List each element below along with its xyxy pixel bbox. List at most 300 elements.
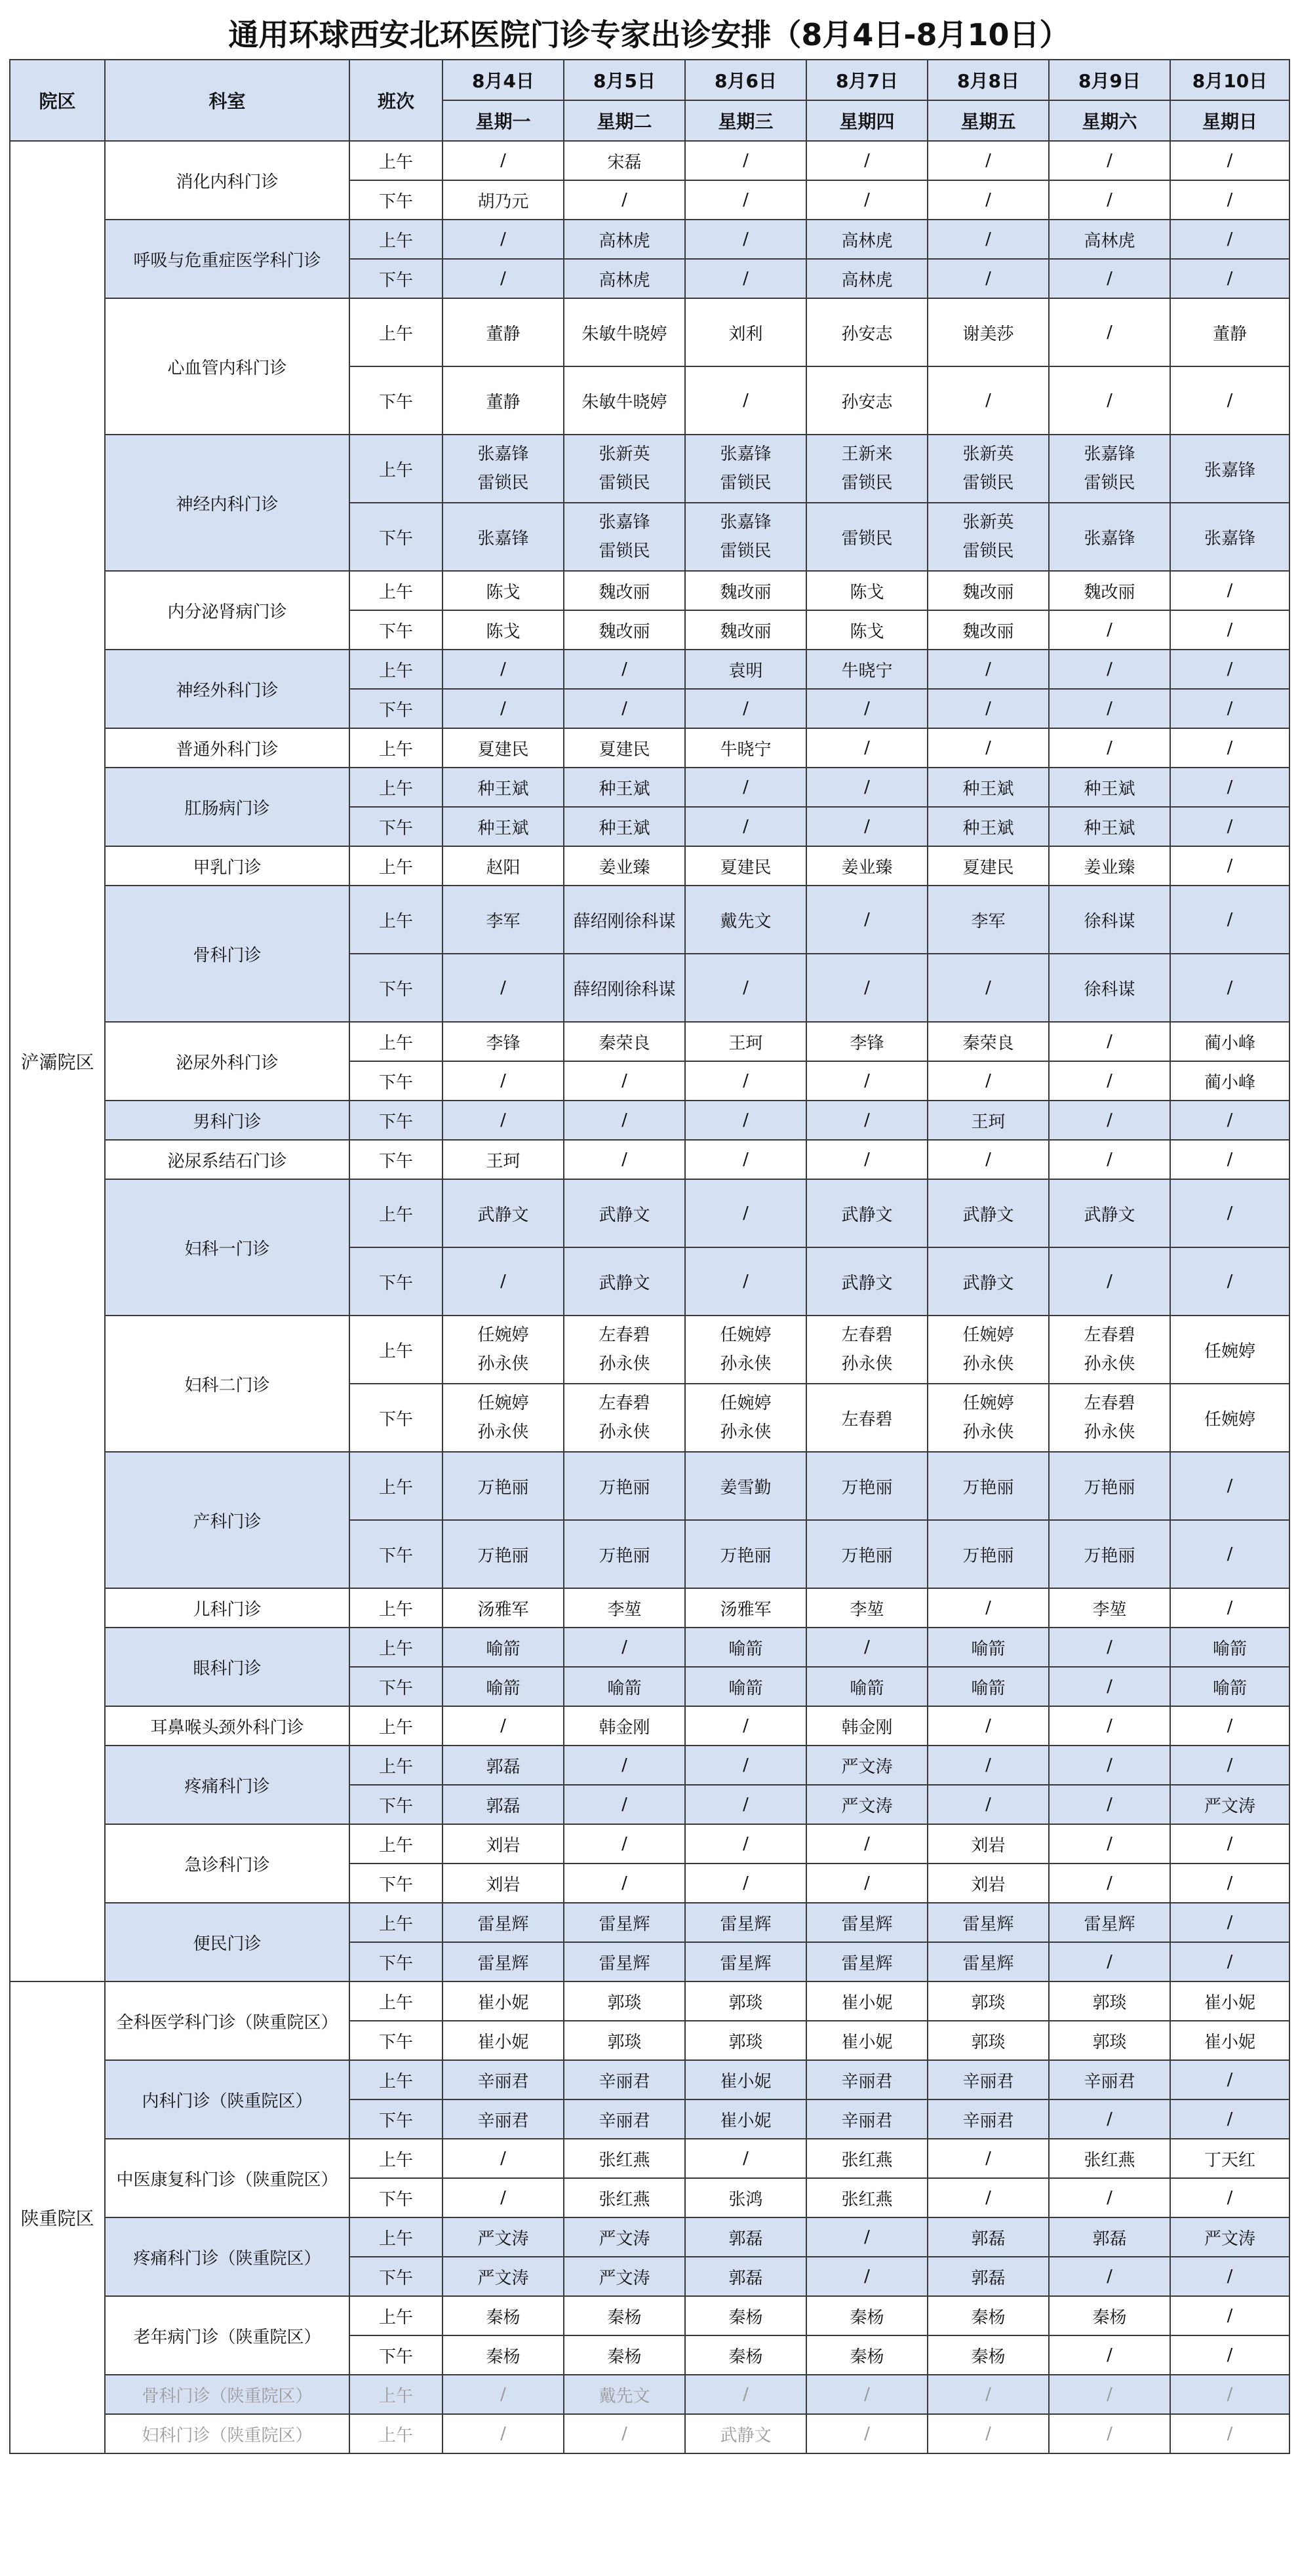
doctor-cell: 蔺小峰 (1170, 1022, 1289, 1061)
doctor-cell: 张新英 雷锁民 (928, 503, 1049, 571)
doctor-cell: 任婉婷 孙永侠 (928, 1384, 1049, 1452)
table-row (10, 2375, 1289, 2414)
table-row (10, 886, 1289, 954)
doctor-cell: / (806, 180, 928, 220)
doctor-cell: 雷星辉 (928, 1942, 1049, 1981)
doctor-cell: / (1049, 2257, 1170, 2296)
shift-cell: 下午 (349, 1061, 442, 1101)
doctor-cell: 郭琰 (564, 2021, 685, 2060)
department-cell: 全科医学科门诊（陕重院区） (105, 1981, 349, 2060)
doctor-cell: 魏改丽 (928, 610, 1049, 650)
doctor-cell: / (1049, 1022, 1170, 1061)
table-header (10, 60, 1289, 141)
doctor-cell: 严文涛 (442, 2257, 564, 2296)
doctor-cell: / (1049, 2099, 1170, 2139)
doctor-cell: / (928, 259, 1049, 298)
doctor-cell: 张嘉锋 雷锁民 (685, 435, 806, 503)
doctor-cell: / (806, 2414, 928, 2453)
doctor-cell: / (685, 1746, 806, 1785)
doctor-cell: 赵阳 (442, 846, 564, 886)
department-cell: 妇科门诊（陕重院区） (105, 2414, 349, 2453)
doctor-cell: 蔺小峰 (1170, 1061, 1289, 1101)
shift-cell: 上午 (349, 1746, 442, 1785)
doctor-cell: 喻箭 (928, 1667, 1049, 1706)
shift-cell: 上午 (349, 2296, 442, 2335)
shift-cell: 上午 (349, 1903, 442, 1942)
doctor-cell: 郭琰 (1049, 2021, 1170, 2060)
doctor-cell: 武静文 (564, 1179, 685, 1247)
doctor-cell: / (1170, 886, 1289, 954)
doctor-cell: 万艳丽 (1049, 1520, 1170, 1588)
doctor-cell: / (1170, 1179, 1289, 1247)
doctor-cell: 崔小妮 (1170, 2021, 1289, 2060)
department-cell: 中医康复科门诊（陕重院区） (105, 2139, 349, 2217)
doctor-cell: / (685, 1179, 806, 1247)
doctor-cell: 万艳丽 (928, 1520, 1049, 1588)
doctor-cell: / (685, 366, 806, 435)
doctor-cell: 雷星辉 (1049, 1903, 1170, 1942)
doctor-cell: 万艳丽 (806, 1520, 928, 1588)
doctor-cell: 种王斌 (1049, 807, 1170, 846)
table-row (10, 2414, 1289, 2453)
doctor-cell: / (442, 689, 564, 728)
doctor-cell: / (928, 1785, 1049, 1824)
doctor-cell: 薛绍刚徐科谋 (564, 886, 685, 954)
doctor-cell: / (564, 1628, 685, 1667)
zone-header: 院区 (10, 60, 105, 141)
doctor-cell: 张新英 雷锁民 (928, 435, 1049, 503)
doctor-cell: / (685, 141, 806, 180)
doctor-cell: 郭磊 (928, 2257, 1049, 2296)
doctor-cell: / (806, 768, 928, 807)
shift-cell: 上午 (349, 1022, 442, 1061)
doctor-cell: 李锋 (442, 1022, 564, 1061)
doctor-cell: / (1170, 2335, 1289, 2375)
doctor-cell: / (928, 1746, 1049, 1785)
shift-cell: 上午 (349, 728, 442, 768)
doctor-cell: / (685, 1247, 806, 1316)
doctor-cell: 张红燕 (564, 2178, 685, 2217)
department-cell: 便民门诊 (105, 1903, 349, 1981)
weekday-header: 星期一 (442, 100, 564, 141)
doctor-cell: 张嘉锋 (442, 503, 564, 571)
doctor-cell: 左春碧 孙永侠 (564, 1316, 685, 1384)
doctor-cell: / (1049, 366, 1170, 435)
doctor-cell: / (1049, 2414, 1170, 2453)
shift-cell: 上午 (349, 571, 442, 610)
doctor-cell: / (1049, 610, 1170, 650)
doctor-cell: 任婉婷 孙永侠 (442, 1384, 564, 1452)
doctor-cell: 辛丽君 (442, 2060, 564, 2099)
doctor-cell: 王珂 (928, 1101, 1049, 1140)
doctor-cell: / (685, 689, 806, 728)
table-row (10, 1140, 1289, 1179)
shift-cell: 下午 (349, 2021, 442, 2060)
date-header: 8月6日 (685, 60, 806, 100)
doctor-cell: 严文涛 (1170, 1785, 1289, 1824)
doctor-cell: 武静文 (928, 1179, 1049, 1247)
doctor-cell: 任婉婷 孙永侠 (685, 1316, 806, 1384)
weekday-header: 星期六 (1049, 100, 1170, 141)
table-row (10, 1628, 1289, 1667)
date-header: 8月5日 (564, 60, 685, 100)
doctor-cell: 高林虎 (806, 220, 928, 259)
shift-cell: 上午 (349, 1179, 442, 1247)
doctor-cell: / (1170, 180, 1289, 220)
doctor-cell: 张嘉锋 (1049, 503, 1170, 571)
doctor-cell: 辛丽君 (928, 2099, 1049, 2139)
doctor-cell: / (928, 1706, 1049, 1746)
doctor-cell: / (442, 1706, 564, 1746)
department-cell: 产科门诊 (105, 1452, 349, 1588)
doctor-cell: / (928, 2139, 1049, 2178)
doctor-cell: / (1049, 259, 1170, 298)
doctor-cell: 辛丽君 (928, 2060, 1049, 2099)
doctor-cell: / (1049, 298, 1170, 366)
doctor-cell: / (928, 141, 1049, 180)
doctor-cell: 任婉婷 孙永侠 (442, 1316, 564, 1384)
shift-cell: 上午 (349, 435, 442, 503)
doctor-cell: 秦杨 (928, 2335, 1049, 2375)
department-cell: 内科门诊（陕重院区） (105, 2060, 349, 2139)
doctor-cell: 万艳丽 (685, 1520, 806, 1588)
table-row (10, 220, 1289, 259)
doctor-cell: 雷星辉 (564, 1942, 685, 1981)
doctor-cell: 秦杨 (806, 2335, 928, 2375)
doctor-cell: 左春碧 孙永侠 (1049, 1316, 1170, 1384)
doctor-cell: / (564, 650, 685, 689)
doctor-cell: / (685, 2139, 806, 2178)
doctor-cell: / (1170, 2099, 1289, 2139)
doctor-cell: 万艳丽 (442, 1520, 564, 1588)
table-row (10, 2296, 1289, 2335)
table-row (10, 571, 1289, 610)
doctor-cell: 陈戈 (442, 571, 564, 610)
shift-cell: 下午 (349, 259, 442, 298)
department-cell: 心血管内科门诊 (105, 298, 349, 435)
doctor-cell: 严文涛 (806, 1785, 928, 1824)
doctor-cell: 秦杨 (564, 2296, 685, 2335)
doctor-cell: / (564, 1101, 685, 1140)
shift-cell: 下午 (349, 180, 442, 220)
doctor-cell: / (1170, 807, 1289, 846)
doctor-cell: / (1170, 2375, 1289, 2414)
doctor-cell: 高林虎 (1049, 220, 1170, 259)
doctor-cell: 张嘉锋 雷锁民 (1049, 435, 1170, 503)
department-cell: 呼吸与危重症医学科门诊 (105, 220, 349, 298)
shift-cell: 上午 (349, 846, 442, 886)
date-header: 8月10日 (1170, 60, 1289, 100)
doctor-cell: / (442, 259, 564, 298)
doctor-cell: 崔小妮 (1170, 1981, 1289, 2021)
doctor-cell: / (1170, 1706, 1289, 1746)
doctor-cell: 雷星辉 (442, 1942, 564, 1981)
doctor-cell: 姜业臻 (1049, 846, 1170, 886)
shift-cell: 上午 (349, 1706, 442, 1746)
doctor-cell: / (1049, 1101, 1170, 1140)
doctor-cell: / (1170, 1520, 1289, 1588)
doctor-cell: / (928, 1588, 1049, 1628)
shift-cell: 上午 (349, 768, 442, 807)
doctor-cell: 喻箭 (564, 1667, 685, 1706)
page-title: 通用环球西安北环医院门诊专家出诊安排（8月4日-8月10日） (228, 17, 1070, 52)
doctor-cell: 张嘉锋 雷锁民 (564, 503, 685, 571)
doctor-cell: / (1170, 2414, 1289, 2453)
doctor-cell: / (928, 220, 1049, 259)
doctor-cell: 武静文 (928, 1247, 1049, 1316)
department-cell: 神经外科门诊 (105, 650, 349, 728)
doctor-cell: / (1049, 2178, 1170, 2217)
shift-cell: 上午 (349, 2060, 442, 2099)
doctor-cell: / (685, 1061, 806, 1101)
doctor-cell: 王新来 雷锁民 (806, 435, 928, 503)
doctor-cell: 张新英 雷锁民 (564, 435, 685, 503)
doctor-cell: 种王斌 (442, 807, 564, 846)
doctor-cell: 秦杨 (928, 2296, 1049, 2335)
doctor-cell: 郭琰 (928, 2021, 1049, 2060)
doctor-cell: / (928, 1061, 1049, 1101)
date-header: 8月9日 (1049, 60, 1170, 100)
doctor-cell: / (685, 1785, 806, 1824)
doctor-cell: / (1049, 1706, 1170, 1746)
shift-header: 班次 (349, 60, 442, 141)
doctor-cell: 郭琰 (928, 1981, 1049, 2021)
schedule-table (9, 59, 1290, 2454)
doctor-cell: 孙安志 (806, 298, 928, 366)
shift-cell: 下午 (349, 954, 442, 1022)
doctor-cell: / (806, 1061, 928, 1101)
shift-cell: 下午 (349, 1785, 442, 1824)
doctor-cell: / (1049, 728, 1170, 768)
shift-cell: 上午 (349, 1316, 442, 1384)
doctor-cell: 武静文 (564, 1247, 685, 1316)
doctor-cell: 姜业臻 (564, 846, 685, 886)
doctor-cell: 郭琰 (1049, 1981, 1170, 2021)
doctor-cell: / (1170, 1247, 1289, 1316)
doctor-cell: 姜雪勤 (685, 1452, 806, 1520)
doctor-cell: / (1049, 1061, 1170, 1101)
doctor-cell: / (564, 1864, 685, 1903)
table-row (10, 650, 1289, 689)
doctor-cell: 辛丽君 (1049, 2060, 1170, 2099)
doctor-cell: / (806, 2375, 928, 2414)
doctor-cell: 郭琰 (564, 1981, 685, 2021)
doctor-cell: 魏改丽 (685, 610, 806, 650)
doctor-cell: 牛晓宁 (806, 650, 928, 689)
doctor-cell: 韩金刚 (806, 1706, 928, 1746)
doctor-cell: / (928, 728, 1049, 768)
doctor-cell: 雷星辉 (806, 1942, 928, 1981)
doctor-cell: / (564, 1140, 685, 1179)
table-row (10, 728, 1289, 768)
shift-cell: 上午 (349, 2217, 442, 2257)
doctor-cell: 夏建民 (442, 728, 564, 768)
department-cell: 耳鼻喉头颈外科门诊 (105, 1706, 349, 1746)
doctor-cell: 崔小妮 (685, 2099, 806, 2139)
doctor-cell: 董静 (442, 298, 564, 366)
doctor-cell: 喻箭 (1170, 1628, 1289, 1667)
doctor-cell: 严文涛 (564, 2257, 685, 2296)
doctor-cell: / (442, 141, 564, 180)
doctor-cell: 郭磊 (442, 1746, 564, 1785)
doctor-cell: 汤雅军 (442, 1588, 564, 1628)
doctor-cell: / (1049, 180, 1170, 220)
doctor-cell: 张红燕 (564, 2139, 685, 2178)
doctor-cell: / (1170, 1588, 1289, 1628)
weekday-header: 星期四 (806, 100, 928, 141)
doctor-cell: 任婉婷 (1170, 1316, 1289, 1384)
doctor-cell: 董静 (1170, 298, 1289, 366)
doctor-cell: / (685, 1101, 806, 1140)
table-row (10, 768, 1289, 807)
doctor-cell: 徐科谋 (1049, 954, 1170, 1022)
doctor-cell: / (564, 1061, 685, 1101)
doctor-cell: 韩金刚 (564, 1706, 685, 1746)
doctor-cell: 武静文 (806, 1179, 928, 1247)
doctor-cell: 辛丽君 (442, 2099, 564, 2139)
doctor-cell: 张嘉锋 (1170, 503, 1289, 571)
doctor-cell: / (928, 2375, 1049, 2414)
doctor-cell: 魏改丽 (564, 571, 685, 610)
shift-cell: 下午 (349, 2335, 442, 2375)
doctor-cell: / (564, 180, 685, 220)
doctor-cell: 雷星辉 (806, 1903, 928, 1942)
doctor-cell: / (1049, 650, 1170, 689)
department-cell: 甲乳门诊 (105, 846, 349, 886)
doctor-cell: 刘利 (685, 298, 806, 366)
department-cell: 急诊科门诊 (105, 1824, 349, 1903)
doctor-cell: / (806, 886, 928, 954)
table-row (10, 435, 1289, 503)
shift-cell: 下午 (349, 1520, 442, 1588)
doctor-cell: / (1170, 366, 1289, 435)
doctor-cell: 雷锁民 (806, 503, 928, 571)
doctor-cell: / (806, 1101, 928, 1140)
doctor-cell: 崔小妮 (806, 1981, 928, 2021)
shift-cell: 上午 (349, 1824, 442, 1864)
doctor-cell: / (928, 689, 1049, 728)
doctor-cell: / (1170, 768, 1289, 807)
doctor-cell: 严文涛 (806, 1746, 928, 1785)
department-cell: 眼科门诊 (105, 1628, 349, 1706)
doctor-cell: 喻箭 (685, 1667, 806, 1706)
doctor-cell: 郭磊 (442, 1785, 564, 1824)
doctor-cell: / (1170, 2257, 1289, 2296)
doctor-cell: 高林虎 (806, 259, 928, 298)
doctor-cell: 万艳丽 (442, 1452, 564, 1520)
department-cell: 神经内科门诊 (105, 435, 349, 571)
doctor-cell: 秦荣良 (928, 1022, 1049, 1061)
doctor-cell: 陈戈 (806, 610, 928, 650)
doctor-cell: / (442, 1061, 564, 1101)
doctor-cell: 武静文 (685, 2414, 806, 2453)
doctor-cell: 夏建民 (685, 846, 806, 886)
doctor-cell: 张红燕 (806, 2139, 928, 2178)
shift-cell: 上午 (349, 220, 442, 259)
doctor-cell: 严文涛 (564, 2217, 685, 2257)
doctor-cell: / (442, 2375, 564, 2414)
doctor-cell: / (806, 141, 928, 180)
doctor-cell: 李军 (442, 886, 564, 954)
doctor-cell: / (1049, 2375, 1170, 2414)
doctor-cell: / (1170, 1452, 1289, 1520)
department-cell: 疼痛科门诊 (105, 1746, 349, 1824)
doctor-cell: / (685, 2375, 806, 2414)
doctor-cell: / (1170, 259, 1289, 298)
doctor-cell: / (1170, 954, 1289, 1022)
doctor-cell: / (685, 1824, 806, 1864)
doctor-cell: 刘岩 (442, 1824, 564, 1864)
doctor-cell: 喻箭 (442, 1667, 564, 1706)
doctor-cell: / (1049, 1140, 1170, 1179)
doctor-cell: / (806, 1824, 928, 1864)
doctor-cell: 辛丽君 (564, 2099, 685, 2139)
doctor-cell: 张红燕 (806, 2178, 928, 2217)
doctor-cell: / (928, 1140, 1049, 1179)
doctor-cell: / (1170, 1903, 1289, 1942)
shift-cell: 下午 (349, 1140, 442, 1179)
shift-cell: 下午 (349, 1101, 442, 1140)
doctor-cell: 谢美莎 (928, 298, 1049, 366)
doctor-cell: / (806, 689, 928, 728)
doctor-cell: / (928, 2178, 1049, 2217)
department-cell: 泌尿系结石门诊 (105, 1140, 349, 1179)
department-cell: 内分泌肾病门诊 (105, 571, 349, 650)
doctor-cell: / (1049, 1942, 1170, 1981)
doctor-cell: 郭磊 (928, 2217, 1049, 2257)
doctor-cell: 严文涛 (1170, 2217, 1289, 2257)
doctor-cell: 秦杨 (442, 2296, 564, 2335)
doctor-cell: 秦杨 (442, 2335, 564, 2375)
doctor-cell: 任婉婷 (1170, 1384, 1289, 1452)
date-header: 8月4日 (442, 60, 564, 100)
doctor-cell: 辛丽君 (806, 2060, 928, 2099)
table-row (10, 2060, 1289, 2099)
doctor-cell: 崔小妮 (685, 2060, 806, 2099)
department-cell: 妇科二门诊 (105, 1316, 349, 1452)
weekday-header: 星期五 (928, 100, 1049, 141)
doctor-cell: 左春碧 孙永侠 (1049, 1384, 1170, 1452)
doctor-cell: / (442, 2178, 564, 2217)
doctor-cell: / (928, 2414, 1049, 2453)
table-row (10, 1101, 1289, 1140)
doctor-cell: 左春碧 孙永侠 (806, 1316, 928, 1384)
shift-cell: 下午 (349, 610, 442, 650)
doctor-cell: 郭磊 (685, 2257, 806, 2296)
doctor-cell: 戴先文 (564, 2375, 685, 2414)
table-row (10, 141, 1289, 180)
doctor-cell: / (685, 768, 806, 807)
doctor-cell: 丁天红 (1170, 2139, 1289, 2178)
doctor-cell: / (1170, 650, 1289, 689)
doctor-cell: 薛绍刚徐科谋 (564, 954, 685, 1022)
doctor-cell: 辛丽君 (806, 2099, 928, 2139)
doctor-cell: 左春碧 孙永侠 (564, 1384, 685, 1452)
doctor-cell: 喻箭 (685, 1628, 806, 1667)
doctor-cell: 秦杨 (685, 2296, 806, 2335)
table-row (10, 1746, 1289, 1785)
doctor-cell: 朱敏牛晓婷 (564, 298, 685, 366)
doctor-cell: 魏改丽 (1049, 571, 1170, 610)
doctor-cell: 喻箭 (1170, 1667, 1289, 1706)
doctor-cell: 张鸿 (685, 2178, 806, 2217)
doctor-cell: 种王斌 (564, 768, 685, 807)
doctor-cell: / (806, 1140, 928, 1179)
weekday-header: 星期三 (685, 100, 806, 141)
doctor-cell: / (1049, 1628, 1170, 1667)
table-row (10, 1981, 1289, 2021)
shift-cell: 下午 (349, 2257, 442, 2296)
